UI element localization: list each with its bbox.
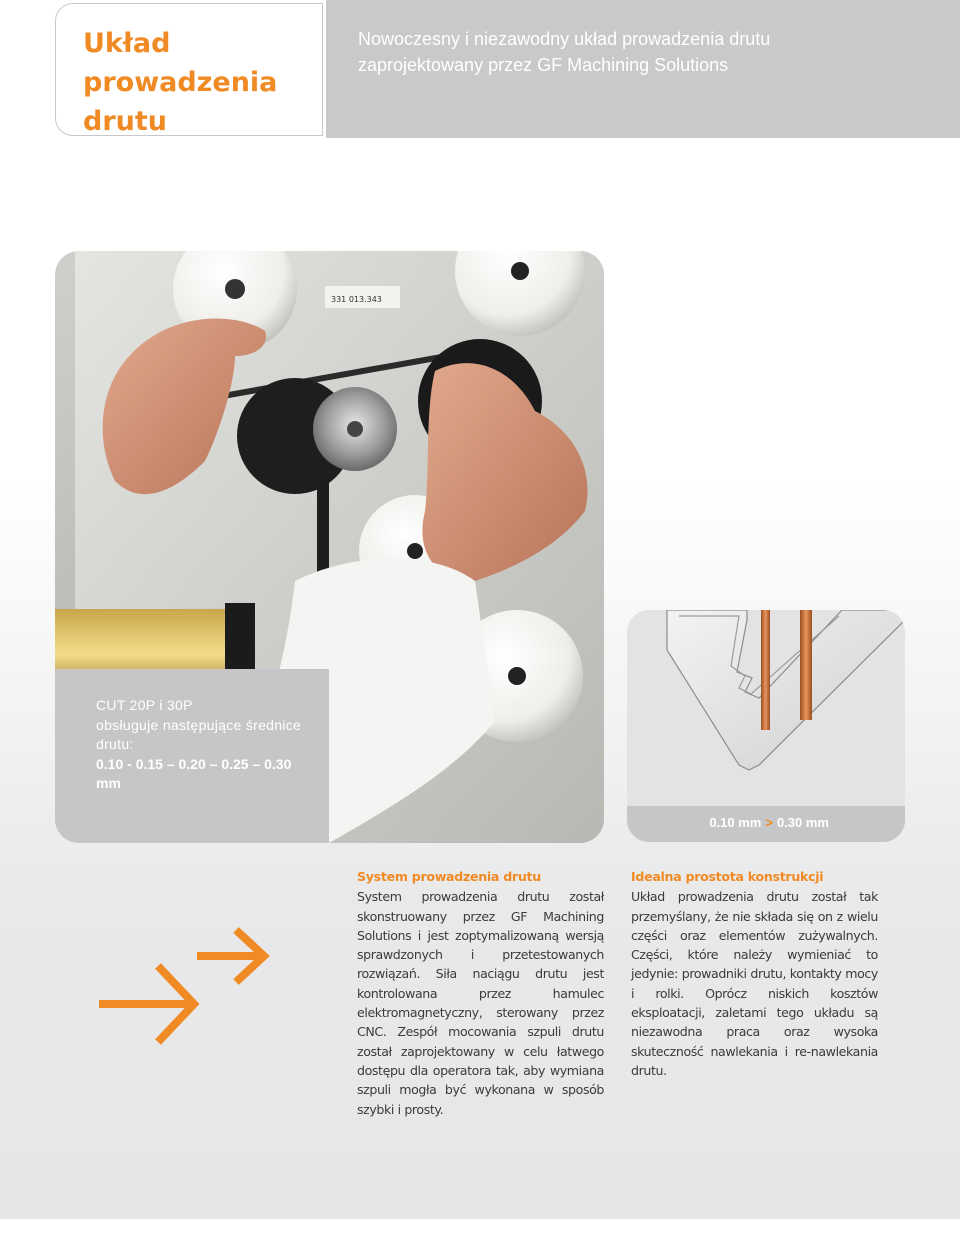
- label-code: 331 013.343: [331, 295, 382, 304]
- page-footer: [0, 1219, 310, 1236]
- section-body: System prowadzenia drutu został skonstruowany przez GF Machining Solutions i jest zoptymalizowaną wersją sprawdzonych i przetestowanych rozwiązań. Siła naciągu drutu jest kontrolowana przez hamulec elektromagnetyczny, sterowany przez CNC. Zespół mocowania szpuli drutu został zaprojektowany w celu łatwego dostępu dla operatora tak, aby wymiana szpuli mogła być wykonana w sposób szybki i prosty.: [357, 889, 604, 1117]
- size-max: 0.30 mm: [776, 815, 829, 830]
- section-body: Układ prowadzenia drutu został tak przemyślany, że nie składa się on z wielu części oraz elementów zużywalnych. Części, które należy wymieniać to jedynie: prowadniki drutu, kontakty mocy i rolki. Oprócz niskich kosztów eksploatacji, zaletami tego układu są niezawodna praca oraz wysoka skuteczność nawlekania i re-nawlekania drutu.: [631, 889, 878, 1078]
- caption-wire-sizes: 0.10 - 0.15 – 0.20 – 0.25 – 0.30 mm: [96, 755, 292, 791]
- column-wire-guide-system: [357, 867, 604, 1119]
- diagram-size-label: [709, 815, 829, 830]
- caption-text: CUT 20P i 30P obsługuje następujące średnice drutu:: [96, 697, 302, 752]
- diagram-footer: [627, 806, 905, 842]
- column-design-simplicity: [631, 867, 878, 1080]
- section-heading: System prowadzenia drutu: [357, 869, 541, 884]
- photo-caption: [55, 669, 329, 843]
- wire-guide-photo: [55, 251, 604, 843]
- wire-thick: [800, 610, 812, 720]
- title-card: [55, 3, 323, 136]
- wire-guide-diagram: [627, 610, 905, 842]
- page-title: Układ prowadzenia drutu: [83, 28, 278, 137]
- size-separator: >: [765, 815, 773, 830]
- section-heading: Idealna prostota konstrukcji: [631, 869, 824, 884]
- size-min: 0.10 mm: [709, 815, 762, 830]
- wire-thin: [761, 610, 770, 730]
- page-subtitle: Nowoczesny i niezawodny układ prowadzenia drutu zaprojektowany przez GF Machining Solutions: [358, 29, 771, 75]
- orange-arrows-icon: [96, 926, 276, 1051]
- footer-band: [310, 1219, 960, 1236]
